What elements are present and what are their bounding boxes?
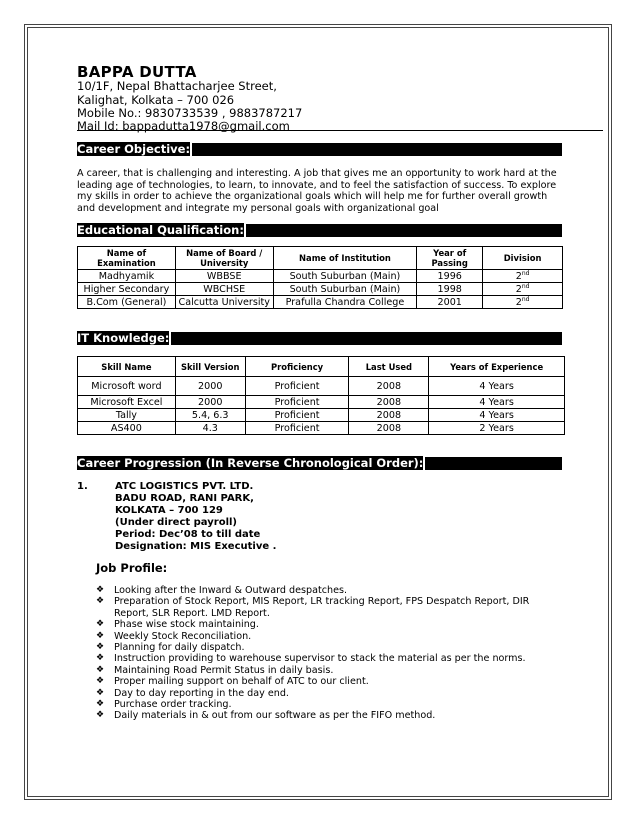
duty-text: Preparation of Stock Report, MIS Report, LR tracking Report, FPS Despatch Report, DIR Report, SLR Report. LMD Report. — [114, 596, 530, 619]
table-row — [78, 377, 565, 396]
job-number: 1. — [77, 481, 88, 492]
it-last-used: 2008 — [349, 409, 429, 422]
duty-text: Proper mailing support on behalf of ATC to our client. — [114, 676, 369, 688]
it-years: 4 Years — [429, 396, 565, 409]
division-value: 2 — [515, 270, 522, 282]
it-version: 5.4, 6.3 — [175, 409, 245, 422]
table-row — [78, 409, 565, 422]
it-header-version: Skill Version — [175, 357, 245, 377]
list-item — [96, 688, 536, 699]
table-row — [78, 283, 563, 296]
education-header-year: Year of Passing — [417, 247, 483, 270]
section-bar-education — [76, 224, 562, 237]
it-knowledge-table — [77, 356, 565, 435]
section-title-education: Educational Qualification: — [77, 223, 244, 237]
diamond-bullet-icon: ❖ — [96, 642, 105, 653]
job-designation: Designation: MIS Executive . — [115, 541, 277, 552]
division-suffix: nd — [521, 295, 530, 303]
list-item — [96, 642, 536, 653]
it-last-used: 2008 — [349, 396, 429, 409]
education-division — [483, 283, 563, 296]
company-address-2: KOLKATA – 700 129 — [115, 505, 223, 516]
section-title-career-progression: Career Progression (In Reverse Chronological Order): — [77, 456, 424, 470]
diamond-bullet-icon: ❖ — [96, 585, 105, 595]
it-skill: Microsoft word — [78, 377, 176, 396]
section-title-career-objective: Career Objective: — [77, 142, 191, 156]
it-proficiency: Proficient — [245, 422, 349, 435]
it-header-years: Years of Experience — [429, 357, 565, 377]
education-table — [77, 246, 563, 309]
it-header-skill: Skill Name — [78, 357, 176, 377]
duty-text: Purchase order tracking. — [114, 699, 232, 711]
diamond-bullet-icon: ❖ — [96, 664, 105, 675]
it-last-used: 2008 — [349, 422, 429, 435]
list-item — [96, 585, 536, 596]
it-header-row — [78, 357, 565, 377]
education-exam: Higher Secondary — [78, 283, 176, 296]
education-institution: Prafulla Chandra College — [273, 296, 417, 309]
diamond-bullet-icon: ❖ — [96, 653, 105, 664]
education-header-division: Division — [483, 247, 563, 270]
education-exam: B.Com (General) — [78, 296, 176, 309]
header-divider — [77, 130, 603, 131]
duty-text: Maintaining Road Permit Status in daily basis. — [114, 664, 334, 676]
section-bar-career-objective — [76, 143, 562, 156]
career-objective-text: A career, that is challenging and interesting. A job that gives me an opportunity to work hard at the leading age of technologies, to learn, to innovate, and to feel the satisfaction of success. To explore my skills in order to achieve the organizational goals which will help me for further overall growth and development and integrate my personal goals with organizational goal — [77, 168, 557, 215]
education-exam: Madhyamik — [78, 270, 176, 283]
education-header-board: Name of Board / University — [175, 247, 273, 270]
list-item — [96, 596, 536, 619]
education-board: WBBSE — [175, 270, 273, 283]
list-item — [96, 619, 536, 630]
list-item — [96, 699, 536, 710]
job-details — [115, 481, 276, 553]
list-item — [96, 653, 536, 664]
duty-text: Planning for daily dispatch. — [114, 642, 245, 654]
job-period: Period: Dec’08 to till date — [115, 529, 261, 540]
table-row — [78, 270, 563, 283]
mobile-number: Mobile No.: 9830733539 , 9883787217 — [77, 106, 303, 120]
education-board: Calcutta University — [175, 296, 273, 309]
it-header-proficiency: Proficiency — [245, 357, 349, 377]
list-item — [96, 676, 536, 687]
list-item — [96, 710, 536, 721]
it-proficiency: Proficient — [245, 396, 349, 409]
list-item — [96, 665, 536, 676]
education-header-institution: Name of Institution — [273, 247, 417, 270]
it-skill: Microsoft Excel — [78, 396, 176, 409]
diamond-bullet-icon: ❖ — [96, 619, 105, 630]
education-year: 2001 — [417, 296, 483, 309]
it-version: 4.3 — [175, 422, 245, 435]
it-skill: Tally — [78, 409, 176, 422]
diamond-bullet-icon: ❖ — [96, 676, 105, 687]
diamond-bullet-icon: ❖ — [96, 699, 105, 710]
diamond-bullet-icon: ❖ — [96, 630, 105, 641]
it-last-used: 2008 — [349, 377, 429, 396]
duty-text: Weekly Stock Reconciliation. — [114, 630, 252, 642]
education-year: 1998 — [417, 283, 483, 296]
education-board: WBCHSE — [175, 283, 273, 296]
education-institution: South Suburban (Main) — [273, 283, 417, 296]
section-bar-career-progression — [76, 457, 562, 470]
it-proficiency: Proficient — [245, 409, 349, 422]
it-version: 2000 — [175, 396, 245, 409]
section-bar-it-knowledge — [76, 332, 562, 345]
duty-text: Daily materials in & out from our software as per the FIFO method. — [114, 710, 436, 722]
table-row — [78, 396, 565, 409]
division-suffix: nd — [521, 282, 530, 290]
table-row — [78, 296, 563, 309]
education-institution: South Suburban (Main) — [273, 270, 417, 283]
company-address-1: BADU ROAD, RANI PARK, — [115, 493, 254, 504]
it-version: 2000 — [175, 377, 245, 396]
education-year: 1996 — [417, 270, 483, 283]
address-line-2: Kalighat, Kolkata – 700 026 — [77, 93, 235, 107]
job-duties-list — [96, 585, 536, 722]
section-title-it-knowledge: IT Knowledge: — [77, 331, 170, 345]
table-row — [78, 422, 565, 435]
education-header-row — [78, 247, 563, 270]
it-years: 4 Years — [429, 377, 565, 396]
education-division — [483, 296, 563, 309]
division-value: 2 — [515, 283, 522, 295]
payroll-type: (Under direct payroll) — [115, 517, 237, 528]
duty-text: Instruction providing to warehouse supervisor to stack the material as per the norms. — [114, 653, 526, 665]
address-line-1: 10/1F, Nepal Bhattacharjee Street, — [77, 79, 277, 93]
duty-text: Phase wise stock maintaining. — [114, 619, 259, 631]
education-division — [483, 270, 563, 283]
it-years: 2 Years — [429, 422, 565, 435]
job-profile-title: Job Profile: — [96, 561, 168, 575]
company-name: ATC LOGISTICS PVT. LTD. — [115, 481, 254, 492]
list-item — [96, 631, 536, 642]
diamond-bullet-icon: ❖ — [96, 687, 105, 698]
division-suffix: nd — [521, 269, 530, 277]
duty-text: Looking after the Inward & Outward despatches. — [114, 585, 348, 596]
division-value: 2 — [515, 296, 522, 308]
it-years: 4 Years — [429, 409, 565, 422]
duty-text: Day to day reporting in the day end. — [114, 687, 289, 699]
it-header-last-used: Last Used — [349, 357, 429, 377]
candidate-name: BAPPA DUTTA — [77, 63, 197, 81]
education-header-exam: Name of Examination — [78, 247, 176, 270]
diamond-bullet-icon: ❖ — [96, 596, 105, 607]
it-proficiency: Proficient — [245, 377, 349, 396]
diamond-bullet-icon: ❖ — [96, 710, 105, 721]
email-address: Mail Id: bappadutta1978@gmail.com — [77, 119, 290, 133]
it-skill: AS400 — [78, 422, 176, 435]
